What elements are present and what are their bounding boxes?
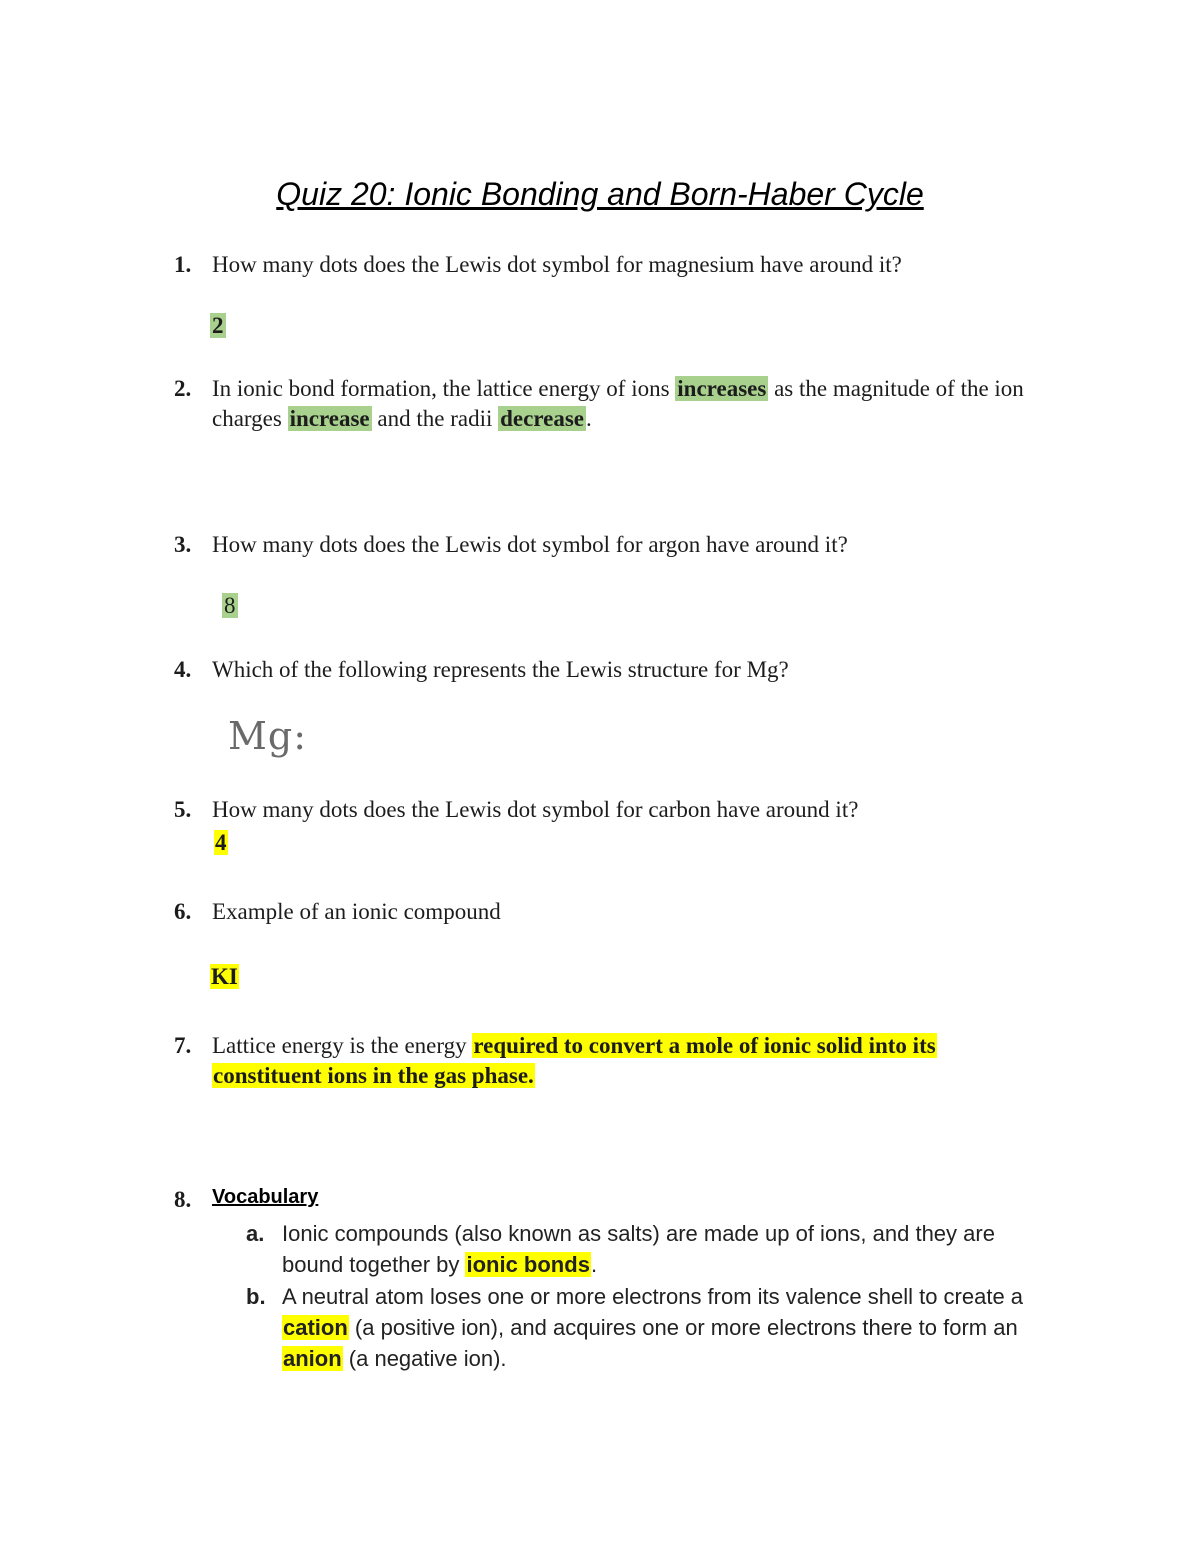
answer-5 bbox=[214, 828, 228, 858]
question-number: 6. bbox=[174, 899, 192, 924]
answer-highlight: 4 bbox=[215, 830, 227, 855]
answer-highlight: increases bbox=[677, 376, 767, 401]
question-7 bbox=[174, 1031, 1054, 1095]
term-highlight: cation bbox=[283, 1315, 348, 1340]
vocabulary-heading: Vocabulary bbox=[212, 1186, 319, 1208]
term-highlight: ionic bonds bbox=[466, 1252, 590, 1277]
item-text: A neutral atom loses one or more electrons from its valence shell to create a cation (a positive ion), and acquires one or more electrons there to form an anion (a negative ion). bbox=[282, 1284, 1024, 1371]
question-number: 5. bbox=[174, 797, 192, 822]
answer-highlight: constituent ions in the gas phase. bbox=[213, 1063, 534, 1088]
question-text: In ionic bond formation, the lattice energy of ions increases as the magnitude of the ion charges increase and the radii decrease. bbox=[212, 376, 1024, 431]
item-letter: b. bbox=[246, 1284, 266, 1309]
answer-highlight: required to convert a mole of ionic solid into its bbox=[473, 1033, 936, 1058]
answer-1 bbox=[210, 311, 226, 341]
question-text: How many dots does the Lewis dot symbol for argon have around it? bbox=[212, 532, 848, 557]
item-letter: a. bbox=[246, 1221, 265, 1246]
term-highlight: anion bbox=[283, 1346, 342, 1371]
question-text: How many dots does the Lewis dot symbol for carbon have around it? bbox=[212, 797, 859, 822]
answer-highlight: decrease bbox=[500, 406, 584, 431]
answer-highlight: increase bbox=[289, 406, 370, 431]
question-2 bbox=[174, 374, 1054, 438]
question-text: Lattice energy is the energy required to convert a mole of ionic solid into its constituent ions in the gas phase. bbox=[212, 1033, 936, 1088]
question-number: 7. bbox=[174, 1033, 192, 1058]
item-text: Ionic compounds (also known as salts) are made up of ions, and they are bound together by ionic bonds. bbox=[282, 1221, 995, 1277]
question-number: 3. bbox=[174, 532, 192, 557]
question-number: 4. bbox=[174, 657, 192, 682]
question-number: 1. bbox=[174, 252, 192, 277]
answer-6 bbox=[210, 962, 239, 992]
question-text: How many dots does the Lewis dot symbol for magnesium have around it? bbox=[212, 252, 902, 277]
answer-highlight: KI bbox=[211, 964, 238, 989]
question-number: 2. bbox=[174, 376, 192, 401]
answer-3 bbox=[222, 591, 238, 621]
question-text: Which of the following represents the Lewis structure for Mg? bbox=[212, 657, 789, 682]
question-number: 8. bbox=[174, 1187, 192, 1212]
answer-highlight: 2 bbox=[212, 313, 224, 338]
question-text: Example of an ionic compound bbox=[212, 899, 501, 924]
page-title: Quiz 20: Ionic Bonding and Born-Haber Cycle bbox=[276, 176, 924, 212]
lewis-structure-mg: Mg: bbox=[228, 714, 308, 758]
answer-highlight: 8 bbox=[224, 593, 236, 618]
